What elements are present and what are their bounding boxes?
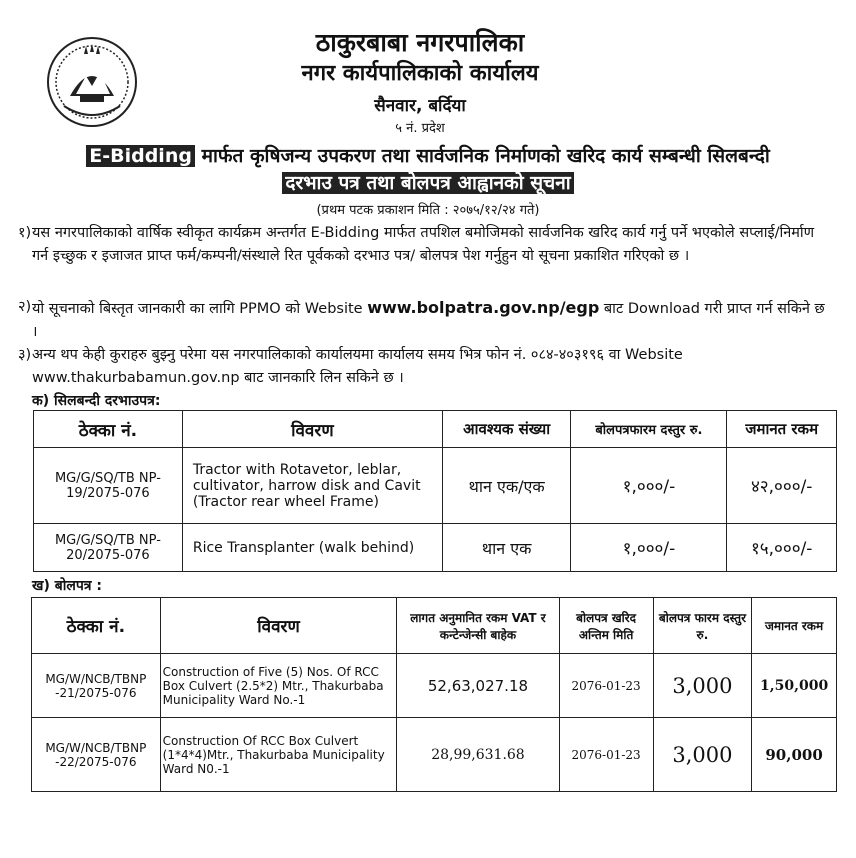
paragraph-2: २) यो सूचनाको बिस्तृत जानकारी का लागि PPMO को Website www.bolpatra.gov.np/egp बाट Download गरी प्राप्त गर्न सकिने छ । xyxy=(18,298,825,340)
publish-date: (प्रथम पटक प्रकाशन मिति : २०७५/१२/२४ गते) xyxy=(316,203,540,218)
table-header: ठेक्का नं. विवरण लागत अनुमानित रकम VAT र कन्टेन्जेन्सी बाहेक बोलपत्र खरिद अन्तिम मिति बोलपत्र फारम दस्तुर रु. जमानत रकम xyxy=(32,598,837,654)
org-name: ठाकुरबाबा नगरपालिका xyxy=(315,28,525,57)
ppmo-link[interactable]: www.bolpatra.gov.np/egp xyxy=(367,298,600,317)
bid-table xyxy=(31,597,837,792)
office-name: नगर कार्यपालिकाको कार्यालय xyxy=(301,61,539,86)
paragraph-3: ३) अन्य थप केही कुराहरु बुझ्नु परेमा यस नगरपालिकाको कार्यालयमा कार्यालय समय भित्र फोन नं. ०८४-४०३१९६ वा Website www.thakurbabamun.gov.np बाट जानकारि लिन सकिने छ । xyxy=(18,347,683,386)
province-label: ५ नं. प्रदेश xyxy=(395,121,445,136)
office-location: सैनवार, बर्दिया xyxy=(374,96,466,116)
section-b-label: ख) बोलपत्र : xyxy=(32,578,102,594)
table-row: MG/W/NCB/TBNP -21/2075-076 Construction of Five (5) Nos. Of RCC Box Culvert (2.5*2) Mtr., Thakurbaba Municipality Ward No.-1 52,63,027.18 2076-01-23 3,000 1,50,000 xyxy=(32,654,837,718)
sealed-quotation-table xyxy=(33,410,837,572)
notice-title xyxy=(20,143,836,197)
section-a-label: क) सिलबन्दी दरभाउपत्र: xyxy=(32,393,161,409)
ebidding-highlight: E-Bidding xyxy=(86,145,195,167)
table-row: MG/W/NCB/TBNP -22/2075-076 Construction Of RCC Box Culvert (1*4*4)Mtr., Thakurbaba Municipality Ward N0.-1 28,99,631.68 2076-01-23 3,000 90,000 xyxy=(32,718,837,792)
table-header: ठेक्का नं. विवरण आवश्यक संख्या बोलपत्रफारम दस्तुर रु. जमानत रकम xyxy=(34,411,837,448)
letterhead xyxy=(160,28,680,140)
table-row: MG/G/SQ/TB NP-20/2075-076 Rice Transplanter (walk behind) थान एक १,०००/- १५,०००/- xyxy=(34,524,837,572)
municipality-emblem xyxy=(46,36,138,128)
paragraph-1: १) यस नगरपालिकाको वार्षिक स्वीकृत कार्यक्रम अन्तर्गत E-Bidding मार्फत तपशिल बमोजिमको सार्वजनिक खरिद कार्य गर्नु पर्ने भएकोले सप्लाई/निर्माण गर्न इच्छुक र इजाजत प्राप्त फर्म/कम्पनी/संस्थाले रित पूर्वकको दरभाउ पत्र/ बोलपत्र पेश गर्नुहुन यो सूचना प्रकाशित गरिएको छ । xyxy=(18,225,815,264)
title-line1: मार्फत कृषिजन्य उपकरण तथा सार्वजनिक निर्माणको खरिद कार्य सम्बन्धी सिलबन्दी xyxy=(201,145,770,167)
table-row: MG/G/SQ/TB NP-19/2075-076 Tractor with Rotavetor, leblar, cultivator, harrow disk and Cavit (Tractor rear wheel Frame) थान एक/एक १,०००/- ४२,०००/- xyxy=(34,448,837,524)
title-line2: दरभाउ पत्र तथा बोलपत्र आह्वानको सूचना xyxy=(282,172,573,194)
